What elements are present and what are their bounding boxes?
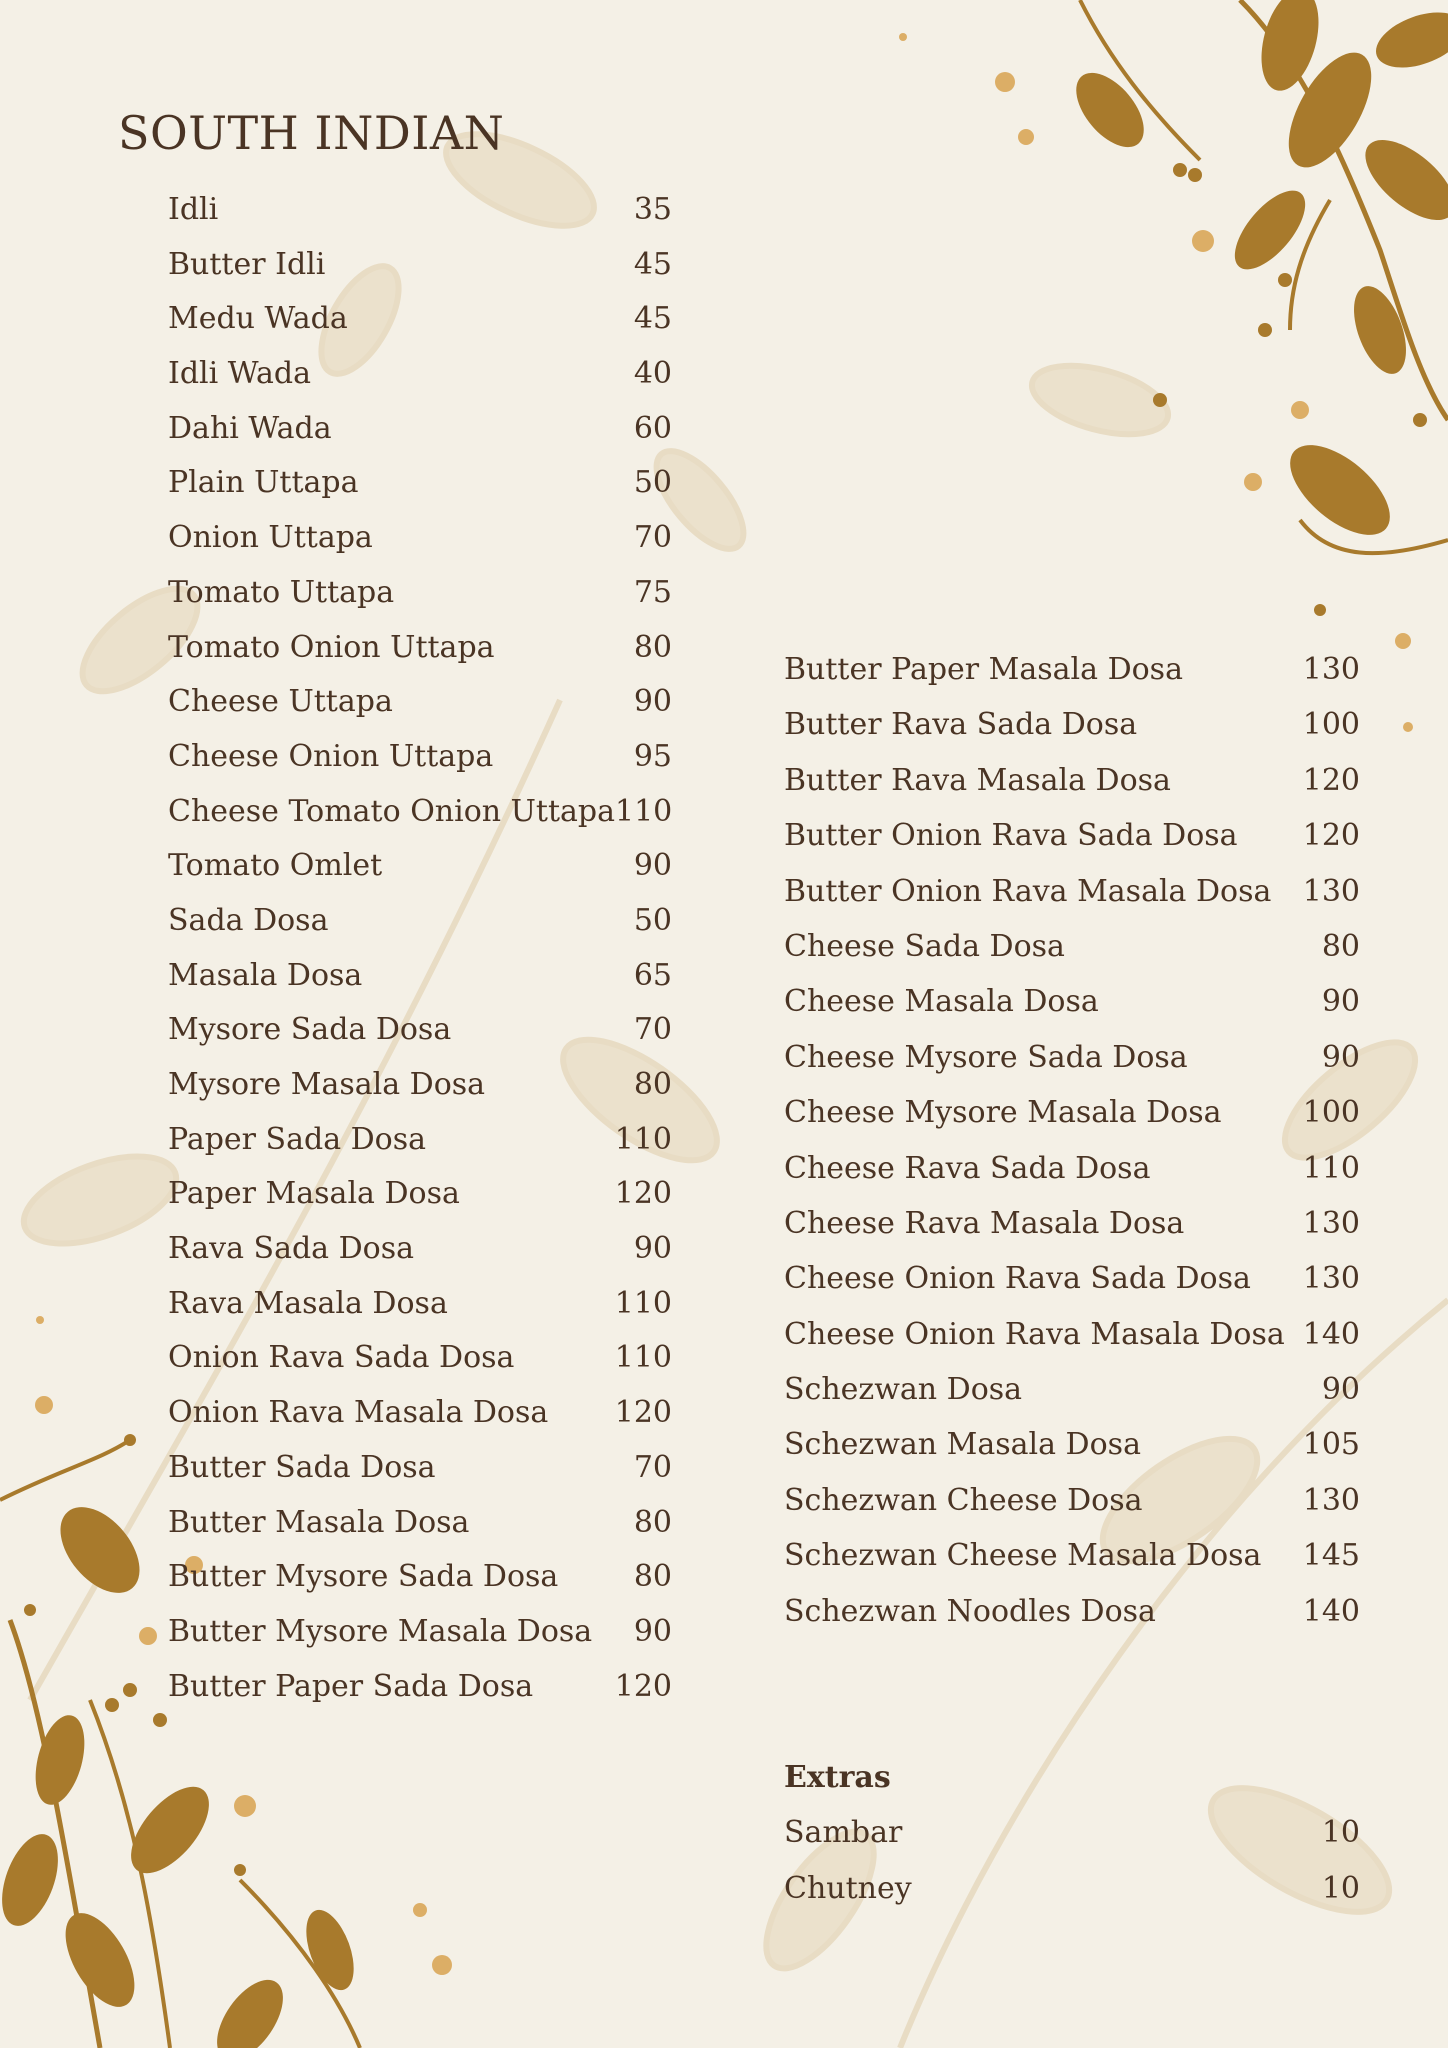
menu-item-price: 50	[633, 902, 672, 938]
menu-item-name: Dahi Wada	[168, 410, 332, 446]
menu-item-row	[784, 1085, 1360, 1140]
menu-item-name: Schezwan Noodles Dosa	[784, 1593, 1156, 1629]
menu-item-name: Sada Dosa	[168, 902, 329, 938]
menu-item-row	[784, 1196, 1360, 1251]
menu-item-name: Cheese Onion Rava Sada Dosa	[784, 1261, 1251, 1297]
right-menu-list	[784, 642, 1360, 1639]
menu-item-price: 35	[633, 192, 672, 227]
menu-item-price: 95	[633, 738, 672, 774]
menu-item-price: 40	[633, 356, 672, 392]
menu-item-row	[168, 1441, 672, 1496]
menu-item-row	[168, 1222, 672, 1277]
top-right-branch-icon	[1063, 0, 1448, 616]
menu-item-name: Onion Rava Sada Dosa	[168, 1340, 515, 1376]
menu-item-price: 90	[633, 1231, 672, 1267]
menu-item-price: 130	[1302, 652, 1360, 687]
menu-item-name: Masala Dosa	[168, 957, 363, 993]
menu-item-price: 10	[1321, 1870, 1360, 1906]
menu-item-name: Cheese Masala Dosa	[784, 984, 1099, 1020]
menu-item-row	[168, 238, 672, 293]
menu-item-price: 140	[1302, 1593, 1360, 1629]
menu-item-price: 100	[1302, 1095, 1360, 1131]
menu-item-price: 130	[1302, 1205, 1360, 1241]
menu-item-row	[168, 183, 672, 238]
menu-item-row	[784, 808, 1360, 863]
menu-item-row	[784, 974, 1360, 1029]
menu-item-row	[168, 730, 672, 785]
menu-item-price: 120	[614, 1395, 672, 1431]
menu-item-price: 130	[1302, 1261, 1360, 1297]
menu-item-row	[784, 1584, 1360, 1639]
menu-item-name: Mysore Sada Dosa	[168, 1012, 452, 1048]
menu-item-price: 80	[633, 1559, 672, 1595]
menu-item-row	[168, 1277, 672, 1332]
menu-item-name: Chutney	[784, 1870, 912, 1906]
menu-item-row	[168, 1167, 672, 1222]
menu-item-name: Plain Uttapa	[168, 465, 359, 501]
menu-item-price: 110	[615, 793, 673, 829]
menu-item-row	[168, 1003, 672, 1058]
menu-item-name: Cheese Onion Rava Masala Dosa	[784, 1316, 1285, 1352]
menu-item-row	[168, 347, 672, 402]
menu-item-name: Butter Rava Masala Dosa	[784, 762, 1171, 798]
menu-item-name: Tomato Omlet	[168, 848, 383, 884]
menu-item-price: 90	[633, 848, 672, 884]
menu-item-name: Cheese Rava Masala Dosa	[784, 1205, 1185, 1241]
menu-item-row	[784, 1528, 1360, 1583]
menu-item-name: Butter Onion Rava Sada Dosa	[784, 818, 1238, 854]
menu-item-row	[784, 1251, 1360, 1306]
menu-item-price: 120	[1302, 818, 1360, 854]
menu-item-price: 110	[614, 1121, 672, 1157]
menu-item-row	[168, 566, 672, 621]
menu-item-row	[168, 1386, 672, 1441]
menu-item-price: 100	[1302, 707, 1360, 743]
menu-item-price: 80	[633, 1067, 672, 1102]
menu-item-price: 80	[633, 1504, 672, 1540]
menu-item-price: 90	[633, 1613, 672, 1649]
extras-title: Extras	[784, 1760, 891, 1795]
menu-item-name: Cheese Mysore Sada Dosa	[784, 1039, 1188, 1075]
menu-item-row	[784, 753, 1360, 808]
menu-item-price: 130	[1302, 1482, 1360, 1518]
menu-item-row	[168, 1496, 672, 1551]
menu-item-price: 10	[1321, 1815, 1360, 1851]
menu-item-price: 110	[1302, 1150, 1360, 1186]
extras-section	[784, 1750, 1360, 1916]
menu-item-row	[784, 1417, 1360, 1472]
menu-item-price: 120	[1302, 762, 1360, 798]
menu-item-price: 90	[1321, 1039, 1360, 1075]
menu-item-row	[168, 402, 672, 457]
menu-item-name: Medu Wada	[168, 301, 348, 337]
menu-item-row	[168, 511, 672, 566]
extras-list	[784, 1805, 1360, 1916]
menu-item-name: Mysore Masala Dosa	[168, 1067, 486, 1102]
menu-item-name: Idli	[168, 192, 219, 227]
menu-item-price: 145	[1302, 1538, 1360, 1574]
menu-item-name: Idli Wada	[168, 356, 311, 392]
menu-item-name: Schezwan Masala Dosa	[784, 1427, 1141, 1463]
menu-item-row	[168, 894, 672, 949]
menu-item-row	[784, 864, 1360, 919]
left-menu-list	[168, 183, 672, 1714]
menu-item-price: 90	[1321, 984, 1360, 1020]
menu-item-name: Butter Paper Sada Dosa	[168, 1668, 534, 1704]
menu-item-row	[168, 1605, 672, 1660]
menu-item-row	[168, 1660, 672, 1715]
menu-item-row	[168, 456, 672, 511]
menu-item-name: Butter Sada Dosa	[168, 1449, 436, 1485]
menu-item-name: Onion Rava Masala Dosa	[168, 1395, 549, 1431]
menu-item-name: Butter Mysore Masala Dosa	[168, 1613, 593, 1649]
menu-item-row	[784, 1473, 1360, 1528]
section-heading: SOUTH INDIAN	[118, 106, 505, 160]
menu-item-name: Sambar	[784, 1815, 903, 1851]
menu-item-price: 50	[633, 465, 672, 501]
menu-item-price: 90	[633, 684, 672, 720]
menu-item-name: Butter Rava Sada Dosa	[784, 707, 1138, 743]
menu-item-price: 65	[633, 957, 672, 993]
menu-item-row	[784, 1141, 1360, 1196]
menu-item-name: Butter Masala Dosa	[168, 1504, 470, 1540]
menu-item-price: 45	[633, 246, 672, 282]
menu-item-row	[784, 1805, 1360, 1860]
menu-item-name: Tomato Onion Uttapa	[168, 629, 495, 665]
menu-item-price: 75	[633, 574, 672, 610]
menu-item-row	[168, 1331, 672, 1386]
menu-item-row	[168, 621, 672, 676]
menu-item-price: 70	[633, 1449, 672, 1485]
menu-item-row	[784, 697, 1360, 752]
menu-item-row	[168, 839, 672, 894]
menu-item-row	[168, 949, 672, 1004]
menu-item-row	[784, 1362, 1360, 1417]
menu-item-name: Cheese Uttapa	[168, 684, 393, 720]
menu-item-price: 70	[633, 520, 672, 556]
menu-item-name: Butter Onion Rava Masala Dosa	[784, 873, 1272, 909]
menu-item-name: Schezwan Cheese Masala Dosa	[784, 1538, 1262, 1574]
menu-item-price: 45	[633, 301, 672, 337]
menu-item-name: Onion Uttapa	[168, 520, 373, 556]
menu-item-row	[168, 785, 672, 840]
menu-item-row	[168, 292, 672, 347]
menu-item-name: Cheese Mysore Masala Dosa	[784, 1095, 1222, 1131]
menu-item-price: 80	[633, 629, 672, 665]
menu-item-price: 120	[614, 1668, 672, 1704]
menu-item-price: 110	[614, 1285, 672, 1321]
menu-item-price: 70	[633, 1012, 672, 1048]
menu-item-row	[168, 675, 672, 730]
menu-item-name: Rava Sada Dosa	[168, 1231, 414, 1267]
menu-item-price: 80	[1321, 928, 1360, 964]
menu-item-name: Cheese Rava Sada Dosa	[784, 1150, 1151, 1186]
menu-item-name: Schezwan Cheese Dosa	[784, 1482, 1143, 1518]
menu-item-row	[784, 1030, 1360, 1085]
menu-item-row	[168, 1113, 672, 1168]
menu-item-name: Butter Paper Masala Dosa	[784, 652, 1183, 687]
menu-item-row	[784, 642, 1360, 697]
menu-item-price: 130	[1302, 873, 1360, 909]
menu-item-price: 140	[1302, 1316, 1360, 1352]
menu-item-name: Cheese Tomato Onion Uttapa	[168, 793, 615, 829]
menu-item-name: Paper Masala Dosa	[168, 1176, 460, 1212]
menu-item-name: Cheese Sada Dosa	[784, 928, 1065, 964]
menu-item-price: 120	[614, 1176, 672, 1212]
menu-item-row	[168, 1058, 672, 1113]
menu-item-price: 110	[614, 1340, 672, 1376]
menu-item-row	[168, 1550, 672, 1605]
menu-item-name: Cheese Onion Uttapa	[168, 738, 494, 774]
menu-item-price: 60	[633, 410, 672, 446]
menu-item-row	[784, 1861, 1360, 1916]
menu-item-name: Butter Mysore Sada Dosa	[168, 1559, 559, 1595]
menu-item-name: Tomato Uttapa	[168, 574, 395, 610]
menu-item-price: 105	[1302, 1427, 1360, 1463]
menu-item-price: 90	[1321, 1372, 1360, 1408]
menu-item-name: Paper Sada Dosa	[168, 1121, 427, 1157]
menu-item-name: Schezwan Dosa	[784, 1372, 1023, 1408]
menu-item-name: Butter Idli	[168, 246, 326, 282]
menu-item-row	[784, 919, 1360, 974]
menu-item-row	[784, 1307, 1360, 1362]
menu-item-name: Rava Masala Dosa	[168, 1285, 448, 1321]
